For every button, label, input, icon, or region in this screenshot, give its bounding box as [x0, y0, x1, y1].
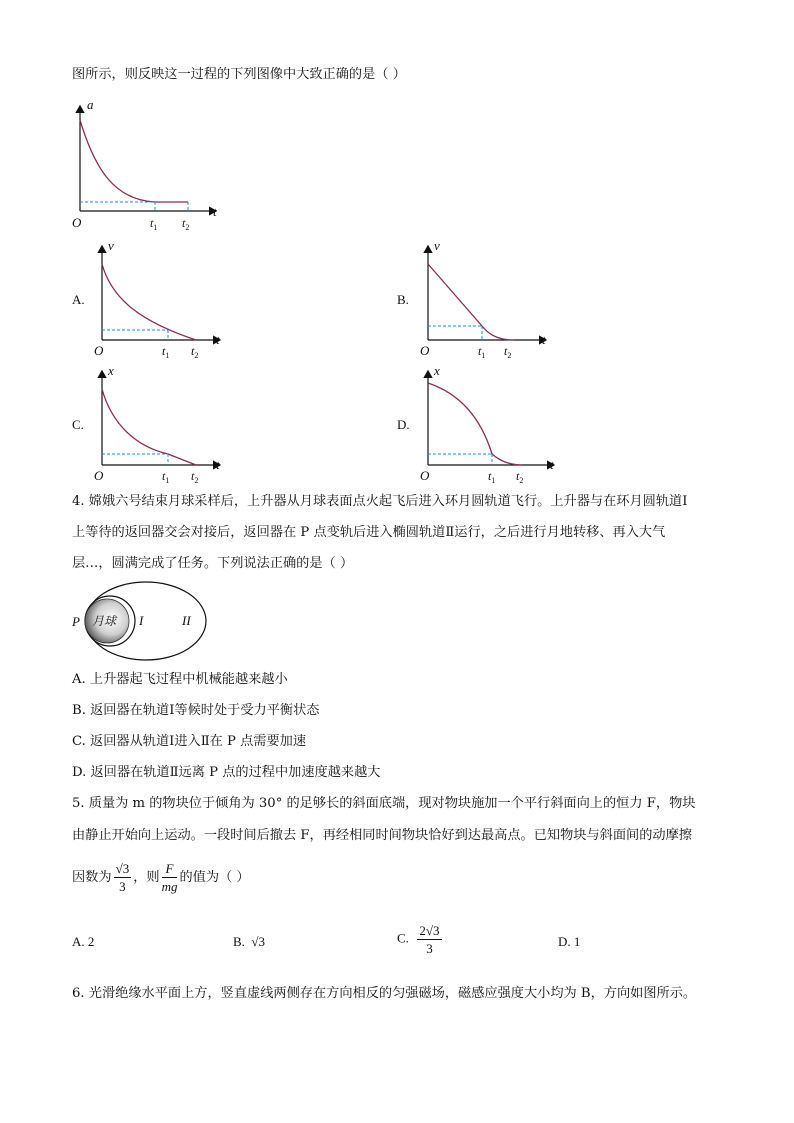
- q4-option-c: C. 返回器从轨道Ⅰ进入Ⅱ在 P 点需要加速: [72, 734, 307, 749]
- x-axis-label: t: [213, 204, 217, 219]
- option-b-graph: [418, 240, 558, 362]
- q5-option-d: D. 1: [558, 934, 581, 949]
- svg-text:t1: $t_1$: [478, 344, 486, 360]
- v-curve: [102, 264, 196, 340]
- t2-label: $t_2$: [182, 216, 190, 232]
- v-line: [428, 264, 514, 340]
- svg-text:t1: $t_1$: [162, 344, 170, 360]
- a-curve: [80, 120, 188, 202]
- option-a-label: A.: [72, 292, 85, 307]
- svg-text:t2: $t_2$: [516, 469, 524, 485]
- q5-line3: 因数为 $\frac{√3}{3}$ ，则 $\frac{F}{mg}$ 的值为（ ）: [72, 861, 250, 894]
- svg-text:O: O: [94, 343, 104, 358]
- svg-text:O: O: [420, 343, 430, 358]
- orbit-ii-label: II: [182, 613, 191, 628]
- svg-text:t1: $t_1$: [488, 469, 496, 485]
- svg-text:t2: $t_2$: [504, 344, 512, 360]
- p-point-label: P: [72, 614, 80, 629]
- svg-text:t: t: [216, 457, 220, 472]
- svg-text:t: t: [542, 332, 546, 347]
- y-axis-label: a: [87, 97, 94, 112]
- q4-line1: 4. 嫦娥六号结束月球采样后，上升器从月球表面点火起飞后进入环月圆轨道飞行。上升器与在环月圆轨道Ⅰ: [72, 494, 688, 509]
- q3-tail-text: 图所示，则反映这一过程的下列图像中大致正确的是（ ）: [72, 67, 406, 82]
- option-a-graph: [92, 240, 232, 362]
- svg-text:t1: $t_1$: [162, 469, 170, 485]
- svg-text:O: O: [94, 468, 104, 483]
- option-d-graph: [418, 365, 568, 487]
- q5-line1: 5. 质量为 m 的物块位于倾角为 30° 的足够长的斜面底端，现对物块施加一个平行斜面向上的恒力 F，物块: [72, 796, 696, 811]
- q4-option-b: B. 返回器在轨道Ⅰ等候时处于受力平衡状态: [72, 703, 320, 718]
- svg-text:x: x: [108, 363, 114, 378]
- t1-label: $t_1$: [150, 216, 158, 232]
- q5-option-c: C. $\frac{2√3}{3}$: [397, 923, 440, 956]
- q5-line2: 由静止开始向上运动。一段时间后撤去 F，再经相同时间物块恰好到达最高点。已知物块与斜面间的动摩擦: [72, 828, 692, 843]
- svg-text:v: v: [108, 238, 114, 253]
- svg-text:t2: $t_2$: [191, 469, 199, 485]
- option-d-label: D.: [397, 417, 410, 432]
- q5-option-b: B. √3: [233, 934, 266, 949]
- q4-line3: 层…，圆满完成了任务。下列说法正确的是（ ）: [72, 556, 354, 571]
- svg-text:O: O: [420, 468, 430, 483]
- q4-line2: 上等待的返回器交会对接后，返回器在 P 点变轨后进入椭圆轨道Ⅱ运行，之后进行月地转移、再入大气: [72, 525, 666, 540]
- svg-text:t: t: [550, 457, 554, 472]
- orbit-diagram: [70, 580, 210, 665]
- svg-text:t: t: [216, 332, 220, 347]
- q4-option-d: D. 返回器在轨道Ⅱ远离 P 点的过程中加速度越来越大: [72, 765, 381, 780]
- origin-label: O: [72, 215, 82, 230]
- svg-text:t2: $t_2$: [191, 344, 199, 360]
- orbit-i-label: I: [139, 613, 144, 628]
- q6-line1: 6. 光滑绝缘水平面上方，竖直虚线两侧存在方向相反的匀强磁场，磁感应强度大小均为 B，方向如图所示。: [72, 986, 697, 1001]
- svg-text:x: x: [434, 363, 440, 378]
- svg-text:v: v: [434, 238, 440, 253]
- moon-label: 月球: [92, 614, 117, 628]
- mu-fraction: $\frac{√3}{3}$: [115, 861, 130, 894]
- option-c-label: C.: [72, 417, 84, 432]
- f-over-mg-fraction: $\frac{F}{mg}$: [161, 861, 178, 894]
- x-curve-concave: [428, 383, 522, 465]
- a-t-graph: [70, 97, 230, 232]
- option-c-graph: [92, 365, 232, 487]
- q4-option-a: A. 上升器起飞过程中机械能越来越小: [72, 672, 288, 687]
- q5-option-a: A. 2: [72, 934, 95, 949]
- option-b-label: B.: [397, 292, 409, 307]
